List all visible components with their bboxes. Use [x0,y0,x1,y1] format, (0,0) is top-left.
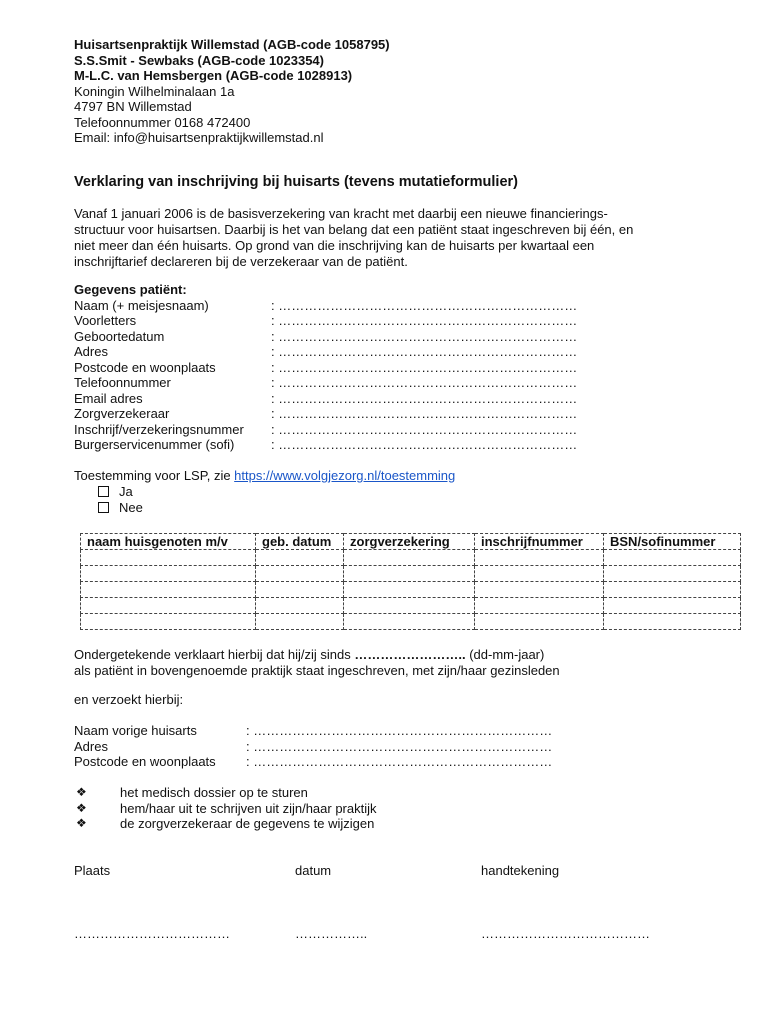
list-item-text: het medisch dossier op te sturen [120,785,308,800]
field-label: Adres [74,344,108,359]
fill-line[interactable]: : …………………………………………………………… [271,328,578,344]
field-label: Inschrijf/verzekeringsnummer [74,421,244,437]
declaration-line-1 [74,647,560,663]
field-postcode-city[interactable] [74,359,578,376]
practice-name: Huisartsenpraktijk Willemstad (AGB-code 1058795) [74,37,390,52]
field-insurer[interactable] [74,406,578,422]
field-label: Voorletters [74,313,137,328]
place-label: Plaats [74,863,111,878]
table-cell[interactable] [256,598,344,614]
form-title: Verklaring van inschrijving bij huisarts (tevens mutatieformulier) [74,174,518,190]
doctor-1: S.S.Smit - Sewbaks (AGB-code 1023354) [74,52,324,68]
fill-line[interactable]: : …………………………………………………………… [246,723,553,738]
table-cell[interactable] [344,614,475,630]
doctor-2: M-L.C. van Hemsbergen (AGB-code 1028913) [74,68,353,83]
fill-line[interactable]: : …………………………………………………………… [271,437,578,452]
field-label: Zorgverzekeraar [74,406,170,421]
field-label: Postcode en woonplaats [74,359,216,375]
field-label: Naam vorige huisarts [74,723,197,738]
checkbox-label: Nee [119,500,143,515]
fill-line[interactable]: : …………………………………………………………… [271,359,578,375]
signature-fill[interactable]: ………………………………… [481,926,650,941]
diamond-bullet-icon: ❖ [76,785,87,799]
field-email[interactable] [74,390,578,407]
intro-line: niet meer dan één huisarts. Op grond van die inschrijving kan de huisarts per kwartaal een [74,238,595,253]
lsp-consent-link[interactable]: https://www.volgjezorg.nl/toestemming [234,468,456,483]
table-cell[interactable] [604,566,741,582]
checkbox-icon[interactable] [98,486,109,497]
fill-line[interactable]: : …………………………………………………………… [246,754,553,769]
declaration [74,647,560,678]
table-cell[interactable] [604,614,741,630]
table-cell[interactable] [256,566,344,582]
email-line: Email: info@huisartsenpraktijkwillemstad.nl [74,130,324,145]
date-label: datum [295,863,332,878]
field-address[interactable] [74,344,578,360]
phone-line: Telefoonnummer 0168 472400 [74,114,251,130]
table-cell[interactable] [256,550,344,566]
table-cell[interactable] [475,550,604,566]
previous-gp-section [74,723,553,770]
table-row[interactable] [81,614,741,630]
field-label: Naam (+ meisjesnaam) [74,297,209,313]
fill-line[interactable]: : …………………………………………………………… [246,738,553,754]
col-bsn: BSN/sofinummer [604,534,741,550]
field-birthdate[interactable] [74,328,578,345]
intro-paragraph [74,206,694,270]
checkbox-icon[interactable] [98,502,109,513]
field-previous-gp-name[interactable] [74,723,553,739]
table-cell[interactable] [604,582,741,598]
field-label: Telefoonnummer [74,375,171,390]
table-cell[interactable] [344,598,475,614]
table-cell[interactable] [475,582,604,598]
field-bsn[interactable] [74,437,578,453]
fill-line[interactable]: : …………………………………………………………… [271,390,578,406]
field-label: Adres [74,738,108,754]
intro-line: Vanaf 1 januari 2006 is de basisverzekering van kracht met daarbij een nieuwe financierings- [74,206,608,221]
practice-header [74,37,390,146]
table-cell[interactable] [81,598,256,614]
field-previous-gp-postcode[interactable] [74,754,553,770]
table-cell[interactable] [475,614,604,630]
table-cell[interactable] [344,566,475,582]
field-insurance-number[interactable] [74,421,578,438]
postal-line: 4797 BN Willemstad [74,99,192,114]
declaration-line-2: als patiënt in bovengenoemde praktijk staat ingeschreven, met zijn/haar gezinsleden [74,662,560,678]
table-cell[interactable] [81,550,256,566]
field-initials[interactable] [74,313,578,329]
signature-label: handtekening [481,863,560,878]
address-line: Koningin Wilhelminalaan 1a [74,83,235,99]
table-row[interactable] [81,566,741,582]
household-table [80,533,741,630]
declaration-text: Ondergetekende verklaart hierbij dat hij/zij sinds [74,647,355,662]
field-phone[interactable] [74,375,578,391]
fill-line[interactable]: : …………………………………………………………… [271,344,578,359]
fill-line[interactable]: : …………………………………………………………… [271,375,578,390]
fill-line[interactable]: : …………………………………………………………… [271,313,578,328]
checkbox-ja[interactable] [98,484,133,500]
table-cell[interactable] [475,566,604,582]
list-item-text: hem/haar uit te schrijven uit zijn/haar praktijk [120,800,377,816]
table-cell[interactable] [256,614,344,630]
table-cell[interactable] [256,582,344,598]
table-cell[interactable] [604,550,741,566]
table-cell[interactable] [81,582,256,598]
table-row[interactable] [81,598,741,614]
table-cell[interactable] [344,550,475,566]
field-label: Postcode en woonplaats [74,754,216,769]
date-format-hint: (dd-mm-jaar) [469,647,545,662]
table-row[interactable] [81,550,741,566]
patient-heading: Gegevens patiënt: [74,282,187,297]
field-label: Email adres [74,390,143,406]
table-row[interactable] [81,582,741,598]
checkbox-nee[interactable] [98,500,143,516]
list-item-text: de zorgverzekeraar de gegevens te wijzigen [120,816,375,831]
table-cell[interactable] [344,582,475,598]
table-header-row [81,534,741,550]
col-name: naam huisgenoten m/v [81,534,256,550]
intro-line: inschrijftarief declareren bij de verzekeraar van de patiënt. [74,254,408,269]
lsp-consent [74,468,455,483]
table-cell[interactable] [604,598,741,614]
field-previous-gp-address[interactable] [74,738,553,755]
fill-line[interactable]: : …………………………………………………………… [271,421,578,437]
checkbox-label: Ja [119,484,133,499]
col-birthdate: geb. datum [256,534,344,550]
table-cell[interactable] [81,614,256,630]
field-label: Burgerservicenummer (sofi) [74,437,235,452]
diamond-bullet-icon: ❖ [76,800,87,815]
table-cell[interactable] [475,598,604,614]
table-cell[interactable] [81,566,256,582]
place-fill[interactable]: ……………………………… [74,926,230,941]
fill-line[interactable]: : …………………………………………………………… [271,406,578,421]
request-label: en verzoekt hierbij: [74,692,184,707]
col-insurance: zorgverzekering [344,534,475,550]
diamond-bullet-icon: ❖ [76,816,87,830]
date-fill[interactable]: …………….. [295,926,368,941]
lsp-consent-label: Toestemming voor LSP, zie [74,468,235,483]
field-name[interactable] [74,297,578,314]
field-label: Geboortedatum [74,328,165,344]
since-date-fill[interactable]: …………………….. [354,647,470,662]
intro-line: structuur voor huisartsen. Daarbij is het van belang dat een patiënt staat ingeschreven bij één, en [74,222,634,237]
patient-section [74,282,578,453]
col-registration: inschrijfnummer [475,534,604,550]
fill-line[interactable]: : …………………………………………………………… [271,297,578,313]
